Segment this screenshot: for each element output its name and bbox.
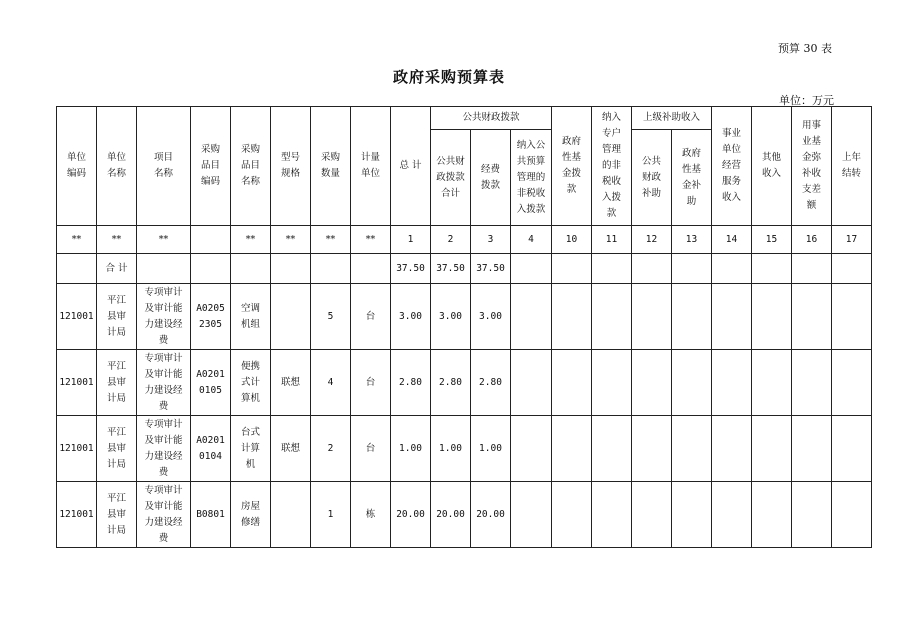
- cell-total: 1.00: [391, 416, 431, 482]
- cell-item-code: A0205 2305: [191, 284, 231, 350]
- cell-model: [271, 482, 311, 548]
- cell-empty: [712, 416, 752, 482]
- cell-empty: [552, 482, 592, 548]
- total-cell: [351, 254, 391, 284]
- cell-project-name: 专项审计 及审计能 力建设经 费: [137, 350, 191, 416]
- cell-empty: [752, 482, 792, 548]
- cell-model: [271, 284, 311, 350]
- cell-empty: [752, 416, 792, 482]
- cell-empty: [752, 350, 792, 416]
- index-cell: 15: [752, 226, 792, 254]
- index-row: [57, 226, 872, 254]
- cell-unit-code: 121001: [57, 284, 97, 350]
- index-cell: 16: [792, 226, 832, 254]
- page-title: 政府采购预算表: [392, 68, 505, 86]
- header-measure-unit: 计量 单位: [351, 107, 391, 226]
- cell-empty: [632, 284, 672, 350]
- index-cell: **: [57, 226, 97, 254]
- cell-empty: [552, 416, 592, 482]
- header-other-income: 其他 收入: [752, 107, 792, 226]
- cell-project-name: 专项审计 及审计能 力建设经 费: [137, 482, 191, 548]
- cell-item-name: 房屋 修缮: [231, 482, 271, 548]
- cell-empty: [592, 482, 632, 548]
- cell-expense-allocation: 2.80: [471, 350, 511, 416]
- cell-empty: [511, 350, 552, 416]
- cell-public-finance-total: 20.00: [431, 482, 471, 548]
- header-fund-deficit: 用事 业基 金弥 补收 支差 额: [792, 107, 832, 226]
- header-quantity: 采购 数量: [311, 107, 351, 226]
- cell-empty: [672, 284, 712, 350]
- header-total: 总 计: [391, 107, 431, 226]
- cell-measure-unit: 栋: [351, 482, 391, 548]
- cell-quantity: 5: [311, 284, 351, 350]
- cell-empty: [592, 350, 632, 416]
- header-sup-gov-fund: 政府 性基 金补 助: [672, 130, 712, 226]
- cell-empty: [552, 284, 592, 350]
- cell-model: 联想: [271, 350, 311, 416]
- cell-item-code: A0201 0105: [191, 350, 231, 416]
- total-public-finance: 37.50: [431, 254, 471, 284]
- cell-empty: [832, 284, 872, 350]
- cell-empty: [672, 350, 712, 416]
- total-cell: [57, 254, 97, 284]
- cell-measure-unit: 台: [351, 350, 391, 416]
- index-cell: **: [231, 226, 271, 254]
- index-cell: **: [351, 226, 391, 254]
- index-cell: [191, 226, 231, 254]
- total-row: [57, 254, 872, 284]
- cell-empty: [592, 416, 632, 482]
- cell-total: 20.00: [391, 482, 431, 548]
- cell-empty: [672, 482, 712, 548]
- total-sum: 37.50: [391, 254, 431, 284]
- total-cell: [311, 254, 351, 284]
- cell-empty: [632, 416, 672, 482]
- cell-empty: [752, 284, 792, 350]
- cell-total: 2.80: [391, 350, 431, 416]
- cell-unit-name: 平江 县审 计局: [97, 350, 137, 416]
- index-cell: **: [311, 226, 351, 254]
- cell-item-name: 空调 机组: [231, 284, 271, 350]
- cell-empty: [832, 482, 872, 548]
- cell-project-name: 专项审计 及审计能 力建设经 费: [137, 416, 191, 482]
- header-sup-public-finance: 公共 财政 补助: [632, 130, 672, 226]
- total-cell: [552, 254, 592, 284]
- cell-empty: [792, 482, 832, 548]
- table-row: [57, 482, 872, 548]
- total-cell: [191, 254, 231, 284]
- cell-unit-code: 121001: [57, 350, 97, 416]
- index-cell: 1: [391, 226, 431, 254]
- cell-empty: [632, 482, 672, 548]
- cell-public-finance-total: 3.00: [431, 284, 471, 350]
- header-gov-fund: 政府 性基 金拨 款: [552, 107, 592, 226]
- cell-empty: [592, 284, 632, 350]
- cell-empty: [552, 350, 592, 416]
- header-row-1: [57, 107, 872, 130]
- index-cell: **: [137, 226, 191, 254]
- cell-empty: [832, 416, 872, 482]
- header-nontax-in-budget: 纳入公 共预算 管理的 非税收 入拨款: [511, 130, 552, 226]
- total-cell: [271, 254, 311, 284]
- index-cell: 13: [672, 226, 712, 254]
- header-nontax-special: 纳入 专户 管理 的非 税收 入拨 款: [592, 107, 632, 226]
- total-cell: [231, 254, 271, 284]
- header-model: 型号 规格: [271, 107, 311, 226]
- cell-model: 联想: [271, 416, 311, 482]
- table-row: [57, 350, 872, 416]
- index-cell: 4: [511, 226, 552, 254]
- cell-empty: [632, 350, 672, 416]
- total-cell: [792, 254, 832, 284]
- procurement-budget-table: [56, 106, 872, 548]
- cell-empty: [792, 416, 832, 482]
- total-cell: [592, 254, 632, 284]
- cell-public-finance-total: 2.80: [431, 350, 471, 416]
- index-cell: 14: [712, 226, 752, 254]
- header-expense-allocation: 经费 拨款: [471, 130, 511, 226]
- cell-item-name: 便携 式计 算机: [231, 350, 271, 416]
- header-unit-code: 单位 编码: [57, 107, 97, 226]
- cell-expense-allocation: 3.00: [471, 284, 511, 350]
- header-unit-name: 单位 名称: [97, 107, 137, 226]
- total-cell: [712, 254, 752, 284]
- cell-empty: [792, 350, 832, 416]
- total-cell: [672, 254, 712, 284]
- header-carryover: 上年 结转: [832, 107, 872, 226]
- unit-label: 单位：万元: [779, 94, 834, 107]
- index-cell: 11: [592, 226, 632, 254]
- cell-quantity: 1: [311, 482, 351, 548]
- cell-measure-unit: 台: [351, 416, 391, 482]
- header-business-income: 事业 单位 经营 服务 收入: [712, 107, 752, 226]
- index-cell: 17: [832, 226, 872, 254]
- cell-empty: [712, 350, 752, 416]
- cell-empty: [511, 482, 552, 548]
- total-cell: [632, 254, 672, 284]
- cell-empty: [712, 284, 752, 350]
- header-public-finance-total: 公共财 政拨款 合计: [431, 130, 471, 226]
- index-cell: **: [271, 226, 311, 254]
- cell-item-code: A0201 0104: [191, 416, 231, 482]
- cell-public-finance-total: 1.00: [431, 416, 471, 482]
- index-cell: 2: [431, 226, 471, 254]
- cell-empty: [511, 284, 552, 350]
- cell-unit-name: 平江 县审 计局: [97, 284, 137, 350]
- index-cell: 3: [471, 226, 511, 254]
- table-row: [57, 416, 872, 482]
- cell-total: 3.00: [391, 284, 431, 350]
- document-number: 预算 30 表: [778, 42, 832, 55]
- cell-empty: [672, 416, 712, 482]
- header-project-name: 项目 名称: [137, 107, 191, 226]
- cell-expense-allocation: 20.00: [471, 482, 511, 548]
- index-cell: 10: [552, 226, 592, 254]
- cell-quantity: 4: [311, 350, 351, 416]
- header-superior-group: 上级补助收入: [632, 107, 712, 130]
- cell-project-name: 专项审计 及审计能 力建设经 费: [137, 284, 191, 350]
- cell-item-code: B0801: [191, 482, 231, 548]
- cell-empty: [712, 482, 752, 548]
- table-row: [57, 284, 872, 350]
- cell-empty: [832, 350, 872, 416]
- total-cell: [511, 254, 552, 284]
- index-cell: 12: [632, 226, 672, 254]
- header-item-code: 采购 品目 编码: [191, 107, 231, 226]
- cell-unit-name: 平江 县审 计局: [97, 416, 137, 482]
- cell-empty: [792, 284, 832, 350]
- cell-unit-code: 121001: [57, 416, 97, 482]
- total-cell: [832, 254, 872, 284]
- cell-expense-allocation: 1.00: [471, 416, 511, 482]
- cell-measure-unit: 台: [351, 284, 391, 350]
- header-public-finance-group: 公共财政拨款: [431, 107, 552, 130]
- total-cell: [137, 254, 191, 284]
- header-item-name: 采购 品目 名称: [231, 107, 271, 226]
- total-cell: [752, 254, 792, 284]
- cell-unit-code: 121001: [57, 482, 97, 548]
- total-label: 合 计: [97, 254, 137, 284]
- cell-quantity: 2: [311, 416, 351, 482]
- cell-empty: [511, 416, 552, 482]
- total-expense-allocation: 37.50: [471, 254, 511, 284]
- cell-unit-name: 平江 县审 计局: [97, 482, 137, 548]
- cell-item-name: 台式 计算 机: [231, 416, 271, 482]
- index-cell: **: [97, 226, 137, 254]
